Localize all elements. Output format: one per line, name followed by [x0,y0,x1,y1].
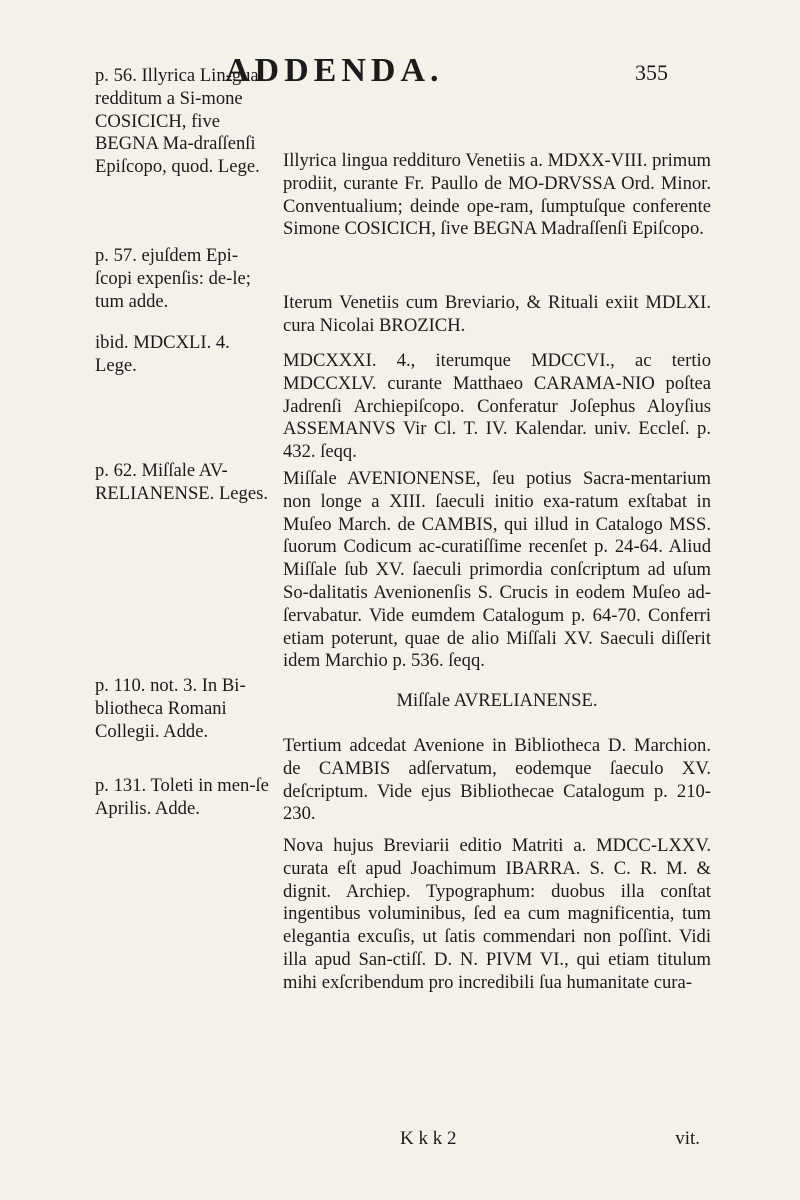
left-note: p. 57. ejuſdem Epi-ſcopi expenſis: de-le; tum adde. [95,245,251,312]
main-paragraph: Illyrica lingua reddituro Venetiis a. MDXX-VIII. primum prodiit, curante Fr. Paullo de MO-DRVSSA Ord. Minor. Conventualium; deinde ope-ram, ſumptuſque conferente Simone COSICICH, ſive BEGNA Madraſſenſi Epiſcopo. [283,150,711,240]
left-note: p. 62. Miſſale AV-RELIANENSE. Leges. [95,460,268,504]
left-note: p. 131. Toleti in men-ſe Aprilis. Adde. [95,775,269,819]
running-head: ADDENDA. [225,52,444,89]
catchword: vit. [675,1128,700,1149]
main-paragraph: Nova hujus Breviarii editio Matriti a. MDCC-LXXV. curata eſt apud Joachimum IBARRA. S. C. R. M. & dignit. Archiep. Typographum: duobus illa conſtat ingentibus voluminibus, ſed ea cum magnificentia, tum elegantia excuſis, ut ſatis commendari non poſſint. Vidi illa apud San-ctiſſ. D. N. PIVM VI., qui etiam titulum mihi exſcribendum pro incredibili ſua humanitate cura- [283,835,711,993]
left-note: ibid. MDCXLI. 4. Lege. [95,332,230,376]
main-paragraph: MDCXXXI. 4., iterumque MDCCVI., ac tertio MDCCXLV. curante Matthaeo CARAMA-NIO poſtea Jadrenſi Archiepiſcopo. Conferatur Joſephus Aloyſius ASSEMANVS Vir Cl. T. IV. Kalendar. univ. Ecclеſ. p. 432. ſeqq. [283,350,711,463]
main-paragraph: Miſſale AVENIONENSE, ſeu potius Sacra-mentarium non longe a XIII. ſaeculi initio exa-ratum exſtabat in Muſeo March. de CAMBIS, qui illud in Catalogo MSS. ſuorum Codicum ac-curatiſſime recenſet p. 24-64. Aliud Miſſale ſub XV. ſaeculi primordia conſcriptum ad uſum So-dalitatis Avenionenſis S. Crucis in eodem Muſeo ad-ſervabatur. Vide eumdem Catalogum p. 64-70. Conferri etiam poterunt, quae de alio Miſſali XV. Saeculi diſſerit idem Marchio p. 536. ſeqq. [283,468,711,672]
main-paragraph: Iterum Venetiis cum Breviario, & Rituali exiit MDLXI. cura Nicolai BROZICH. [283,292,711,336]
main-paragraph: Tertium adcedat Avenione in Bibliotheca D. Marchion. de CAMBIS adſervatum, eodemque ſaeculo XV. deſcriptum. Vide ejus Bibliothecae Catalogum p. 210-230. [283,735,711,825]
left-note: p. 110. not. 3. In Bi-bliotheca Romani Collegii. Adde. [95,675,246,742]
signature-mark: K k k 2 [400,1128,457,1149]
section-heading: Miſſale AVRELIANENSE. [396,690,598,711]
left-note: p. 56. Illyrica Lin-gua redditum a Si-mone COSICICH, five BEGNA Ma-draſſenſi Epiſcopo, quod. Lege. [95,65,260,178]
page-footer [400,1128,700,1150]
page-number: 355 [635,60,668,85]
